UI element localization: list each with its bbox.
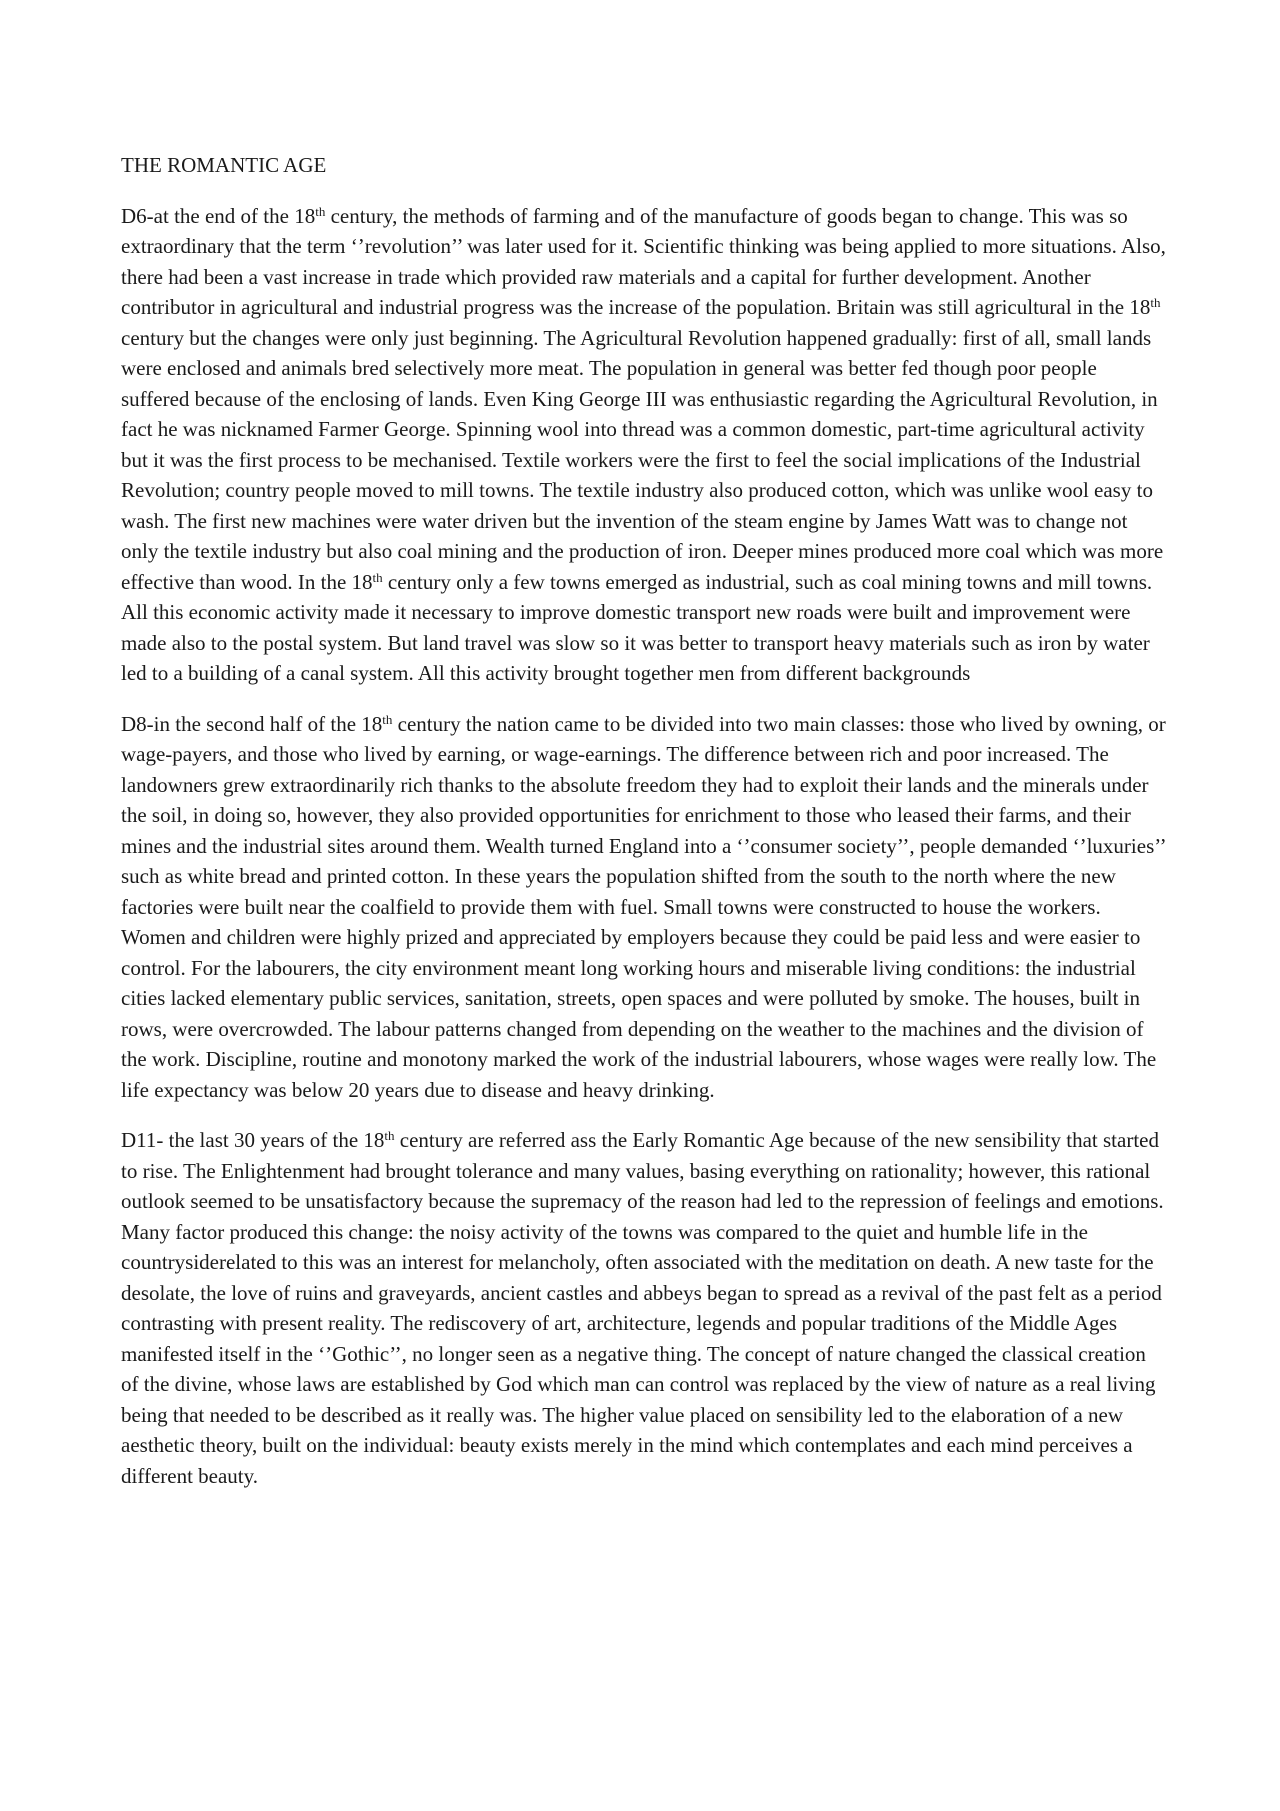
paragraph-text: D11- the last 30 years of the 18 [121,1128,385,1152]
document-title: THE ROMANTIC AGE [121,153,327,177]
paragraph-text: D8-in the second half of the 18 [121,711,383,736]
paragraph-text: century but the changes were only just beginning. The Agricultural Revolution happened gradually: first of all, small lands were enclosed and animals bred selectively more meat. The population in general was better fed though poor people suffered because of the enclosing of lands. Even King George III was enthusiastic regarding the Agricultural Revolution, in fact he was nicknamed Farmer George. Spinning wool into thread was a common domestic, part-time agricultural activity but it was the first process to be mechanised. Textile workers were the first to feel the social implications of the Industrial Revolution; country people moved to mill towns. The textile industry also produced cotton, which was unlike wool easy to wash. The first new machines were water driven but the invention of the steam engine by James Watt was to change not only the textile industry but also coal mining and the production of iron. Deeper mines produced more coal which was more effective than wood. In the 18 [121,325,1164,594]
superscript-ordinal: th [372,569,383,585]
paragraph-text: century, the methods of farming and of the manufacture of goods began to change. This was so extraordinary that the term ‘’revolution’’ was later used for it. Scientific thinking was being applied to more situations. Also, there had been a vast increase in trade which provided raw materials and a capital for further development. Another contributor in agricultural and industrial progress was the increase of the population. Britain was still agricultural in the 18 [121,203,1166,319]
document-body [121,150,1166,1511]
superscript-ordinal: th [1150,295,1161,310]
superscript-ordinal: th [315,203,326,219]
superscript-ordinal: th [382,711,393,727]
paragraph-text: D6-at the end of the 18 [121,203,316,228]
paragraph-text: century only a few towns emerged as industrial, such as coal mining towns and mill towns. All this economic activity made it necessary to improve domestic transport new roads were built and improvement were made also to the postal system. But land travel was slow so it was better to transport heavy materials such as iron by water led to a building of a canal system. All this activity brought together men from different backgrounds [121,569,1153,685]
superscript-ordinal: th [384,1128,395,1143]
paragraph-text: century the nation came to be divided into two main classes: those who lived by owning, or wage-payers, and those who lived by earning, or wage-earnings. The difference between rich and poor increased. The landowners grew extraordinarily rich thanks to the absolute freedom they had to exploit their lands and the minerals under the soil, in doing so, however, they also provided opportunities for enrichment to those who leased their farms, and their mines and the industrial sites around them. Wealth turned England into a ‘’consumer society’’, people demanded ‘’luxuries’’ such as white bread and printed cotton. In these years the population shifted from the south to the north where the new factories were built near the coalfield to provide them with fuel. Small towns were constructed to house the workers. Women and children were highly prized and appreciated by employers because they could be paid less and were easier to control. For the labourers, the city environment meant long working hours and miserable living conditions: the industrial cities lacked elementary public services, sanitation, streets, open spaces and were polluted by smoke. The houses, built in rows, were overcrowded. The labour patterns changed from depending on the weather to the machines and the division of the work. Discipline, routine and monotony marked the work of the industrial labourers, whose wages were really low. The life expectancy was below 20 years due to disease and heavy drinking. [121,711,1166,1102]
paragraph-d8 [121,709,1166,1106]
paragraph-d6 [121,201,1166,689]
paragraph-d11 [121,1125,1166,1491]
paragraph-text: century are referred ass the Early Romantic Age because of the new sensibility that started to rise. The Enlightenment had brought tolerance and many values, basing everything on rationality; however, this rational outlook seemed to be unsatisfactory because the supremacy of the reason had led to the repression of feelings and emotions. Many factor produced this change: the noisy activity of the towns was compared to the quiet and humble life in the countrysiderelated to this was an interest for melancholy, often associated with the meditation on death. A new taste for the desolate, the love of ruins and graveyards, ancient castles and abbeys began to spread as a revival of the past felt as a period contrasting with present reality. The rediscovery of art, architecture, legends and popular traditions of the Middle Ages manifested itself in the ‘’Gothic’’, no longer seen as a negative thing. The concept of nature changed the classical creation of the divine, whose laws are established by God which man can control was replaced by the view of nature as a real living being that needed to be described as it really was. The higher value placed on sensibility led to the elaboration of a new aesthetic theory, built on the individual: beauty exists merely in the mind which contemplates and each mind perceives a different beauty. [121,1128,1164,1488]
